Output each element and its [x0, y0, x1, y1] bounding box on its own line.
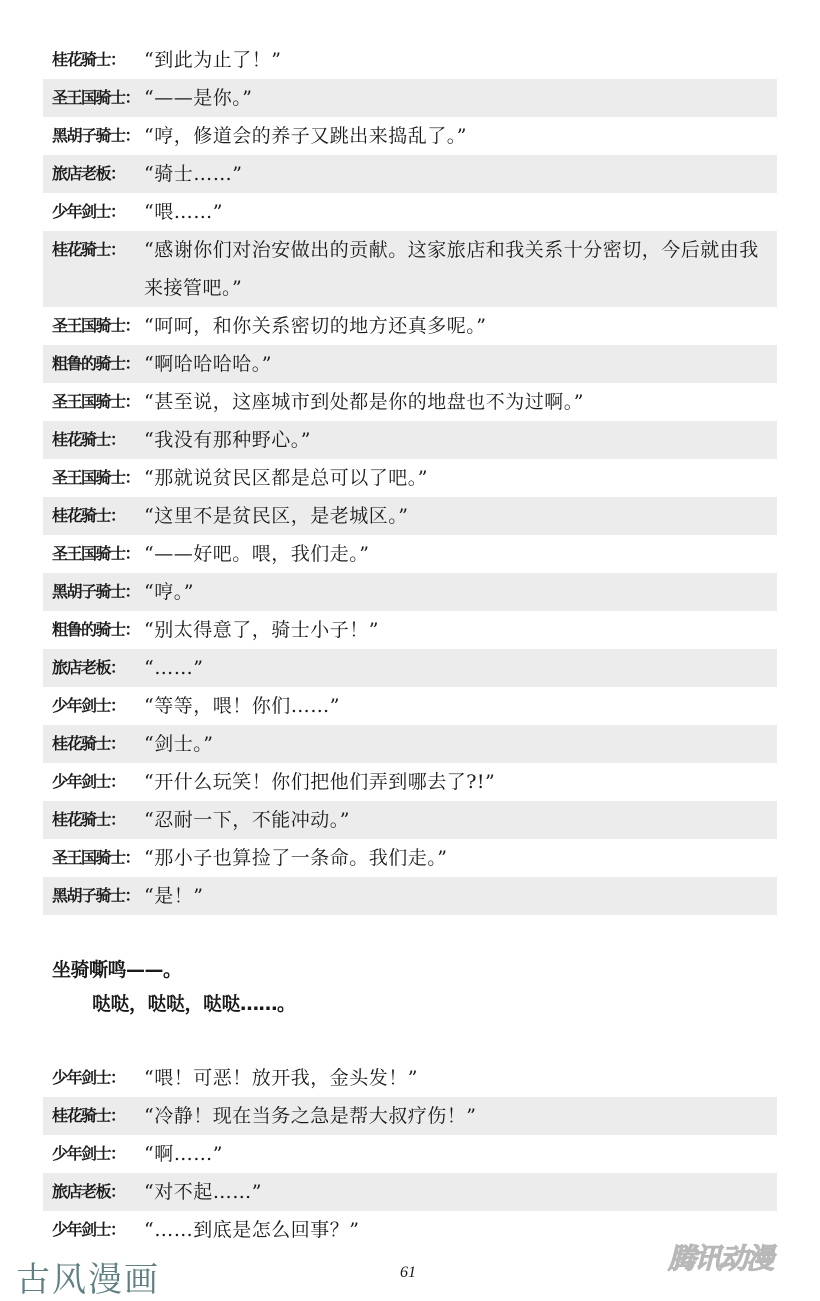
dialogue-text: “啊……”: [144, 1143, 223, 1165]
speaker-name: 少年剑士：: [52, 202, 125, 221]
dialogue-row: [43, 79, 777, 117]
dialogue-text: “开什么玩笑！你们把他们弄到哪去了?!”: [144, 771, 496, 793]
dialogue-text: “甚至说，这座城市到处都是你的地盘也不为过啊。”: [144, 391, 584, 413]
speaker-name: 少年剑士：: [52, 1220, 125, 1239]
speaker-name: 桂花骑士：: [52, 430, 125, 449]
speaker-name: 粗鲁的骑士：: [52, 354, 140, 373]
dialogue-row: [43, 231, 777, 307]
speaker-name: 桂花骑士：: [52, 810, 125, 829]
dialogue-row: [43, 41, 777, 79]
speaker-name: 少年剑士：: [52, 772, 125, 791]
dialogue-text: “那就说贫民区都是总可以了吧。”: [144, 467, 428, 489]
speaker-name: 桂花骑士：: [52, 734, 125, 753]
dialogue-text: “剑士。”: [144, 733, 214, 755]
speaker-name: 桂花骑士：: [52, 50, 125, 69]
speaker-name: 圣王国骑士：: [52, 88, 140, 107]
dialogue-text: “……到底是怎么回事？”: [144, 1219, 360, 1241]
dialogue-text: “呵呵，和你关系密切的地方还真多呢。”: [144, 315, 487, 337]
dialogue-text: “……”: [144, 657, 204, 679]
dialogue-row: [43, 307, 777, 345]
dialogue-row: [43, 117, 777, 155]
site-logo: 古风漫画: [16, 1260, 160, 1300]
dialogue-text: “喂！可恶！放开我，金头发！”: [144, 1067, 418, 1089]
dialogue-text: “冷静！现在当务之急是帮大叔疗伤！”: [144, 1105, 477, 1127]
dialogue-row: [43, 155, 777, 193]
watermark: 腾讯动漫: [668, 1242, 773, 1275]
dialogue-row: [43, 573, 777, 611]
speaker-name: 圣王国骑士：: [52, 848, 140, 867]
dialogue-text: “等等，喂！你们……”: [144, 695, 340, 717]
dialogue-row: [43, 535, 777, 573]
speaker-name: 少年剑士：: [52, 1068, 125, 1087]
narration-line: 坐骑嘶鸣——。: [52, 959, 182, 981]
dialogue-text: “感谢你们对治安做出的贡献。这家旅店和我关系十分密切，今后就由我来接管吧。”: [144, 239, 759, 299]
dialogue-text: “哼，修道会的养子又跳出来捣乱了。”: [144, 125, 467, 147]
dialogue-row: [43, 839, 777, 877]
speaker-name: 旅店老板：: [52, 164, 125, 183]
dialogue-row: [43, 611, 777, 649]
dialogue-row: [43, 1173, 777, 1211]
dialogue-row: [43, 877, 777, 915]
dialogue-row: [43, 497, 777, 535]
dialogue-row: [43, 801, 777, 839]
dialogue-text: “我没有那种野心。”: [144, 429, 311, 451]
speaker-name: 桂花骑士：: [52, 240, 125, 259]
dialogue-row: [43, 345, 777, 383]
dialogue-row: [43, 193, 777, 231]
dialogue-row: [43, 649, 777, 687]
speaker-name: 少年剑士：: [52, 696, 125, 715]
dialogue-text: “骑士……”: [144, 163, 243, 185]
page-number: 61: [400, 1264, 416, 1281]
dialogue-text: “别太得意了，骑士小子！”: [144, 619, 379, 641]
dialogue-row: [43, 1097, 777, 1135]
dialogue-text: “那小子也算捡了一条命。我们走。”: [144, 847, 448, 869]
dialogue-text: “到此为止了！”: [144, 49, 282, 71]
dialogue-row: [43, 459, 777, 497]
dialogue-row: [43, 687, 777, 725]
dialogue-row: [43, 763, 777, 801]
speaker-name: 圣王国骑士：: [52, 544, 140, 563]
speaker-name: 圣王国骑士：: [52, 468, 140, 487]
dialogue-text: “这里不是贫民区，是老城区。”: [144, 505, 409, 527]
speaker-name: 黑胡子骑士：: [52, 126, 140, 145]
speaker-name: 旅店老板：: [52, 658, 125, 677]
dialogue-text: “——好吧。喂，我们走。”: [144, 543, 370, 565]
dialogue-text: “啊哈哈哈哈。”: [144, 353, 272, 375]
speaker-name: 圣王国骑士：: [52, 392, 140, 411]
dialogue-text: “哼。”: [144, 581, 194, 603]
dialogue-text: “对不起……”: [144, 1181, 262, 1203]
dialogue-text: “——是你。”: [144, 87, 253, 109]
dialogue-row: [43, 383, 777, 421]
dialogue-block-1: [43, 41, 777, 915]
dialogue-row: [43, 1135, 777, 1173]
speaker-name: 黑胡子骑士：: [52, 582, 140, 601]
speaker-name: 粗鲁的骑士：: [52, 620, 140, 639]
dialogue-row: [43, 421, 777, 459]
dialogue-text: “是！”: [144, 885, 204, 907]
speaker-name: 少年剑士：: [52, 1144, 125, 1163]
speaker-name: 旅店老板：: [52, 1182, 125, 1201]
speaker-name: 黑胡子骑士：: [52, 886, 140, 905]
speaker-name: 桂花骑士：: [52, 1106, 125, 1125]
dialogue-row: [43, 1059, 777, 1097]
dialogue-block-2: [43, 1059, 777, 1249]
dialogue-row: [43, 725, 777, 763]
dialogue-text: “喂……”: [144, 201, 223, 223]
narration-line: 哒哒，哒哒，哒哒……。: [92, 993, 296, 1015]
dialogue-text: “忍耐一下，不能冲动。”: [144, 809, 350, 831]
speaker-name: 圣王国骑士：: [52, 316, 140, 335]
dialogue-row: [43, 1211, 777, 1249]
speaker-name: 桂花骑士：: [52, 506, 125, 525]
